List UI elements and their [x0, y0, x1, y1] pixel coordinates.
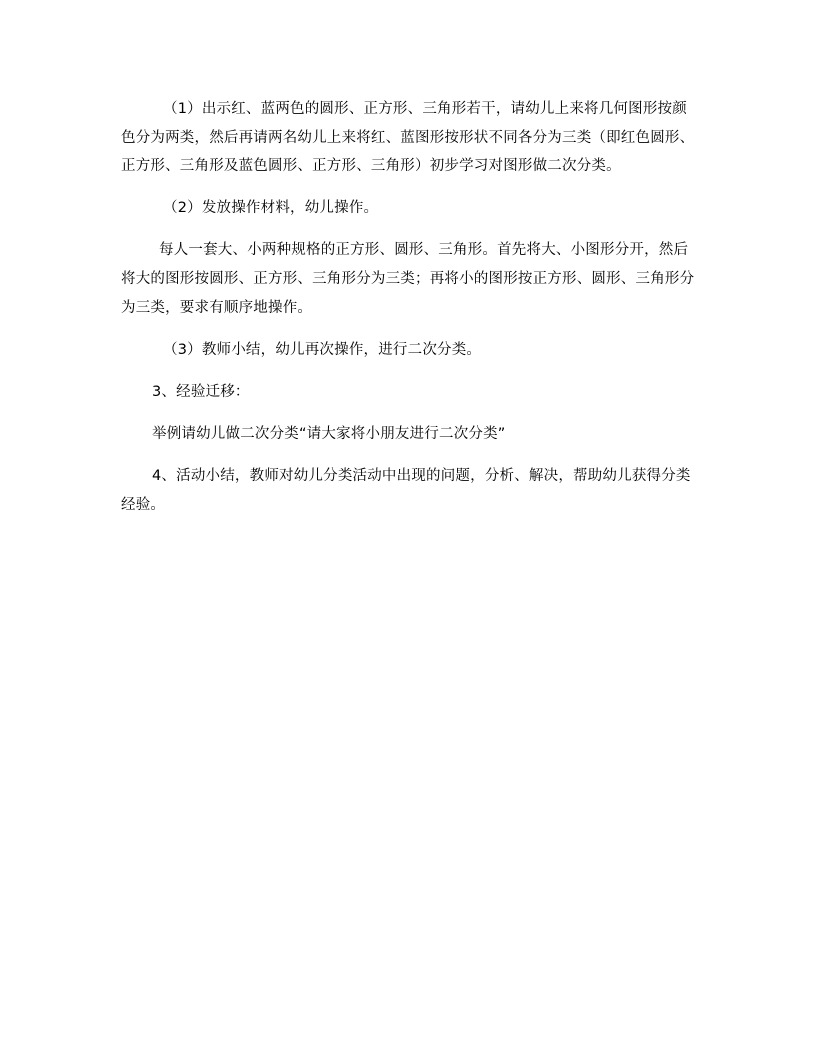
paragraph-spacer — [121, 322, 699, 336]
paragraph-example: 举例请幼儿做二次分类“请大家将小朋友进行二次分类” — [152, 425, 506, 442]
paragraph-materials: 每人一套大、小两种规格的正方形、圆形、三角形。首先将大、小图形分开，然后将大的图形按圆形、正方形、三角形分为三类；再将小的图形按正方形、圆形、三角形分为三类，要求有顺序地操作。 — [121, 242, 695, 316]
paragraph-step-2: （2）发放操作材料，幼儿操作。 — [163, 200, 379, 217]
paragraph-spacer — [121, 181, 699, 195]
paragraph-spacer — [121, 223, 699, 237]
paragraph-spacer — [121, 406, 699, 420]
paragraph-step-1: （1）出示红、蓝两色的圆形、正方形、三角形若干，请幼儿上来将几何图形按颜色分为两类，然后再请两名幼儿上来将红、蓝图形按形状不同各分为三类（即红色圆形、正方形、三角形及蓝色圆形、正方形、三角形）初步学习对图形做二次分类。 — [121, 101, 695, 175]
document-body — [121, 95, 699, 519]
paragraph-step-3: （3）教师小结，幼儿再次操作，进行二次分类。 — [163, 341, 482, 358]
paragraph-activity-summary: 4、活动小结，教师对幼儿分类活动中出现的问题，分析、解决，帮助幼儿获得分类经验。 — [121, 467, 691, 513]
section-heading-experience-transfer: 3、经验迁移： — [152, 383, 250, 400]
paragraph-spacer — [121, 448, 699, 462]
paragraph-spacer — [121, 364, 699, 378]
